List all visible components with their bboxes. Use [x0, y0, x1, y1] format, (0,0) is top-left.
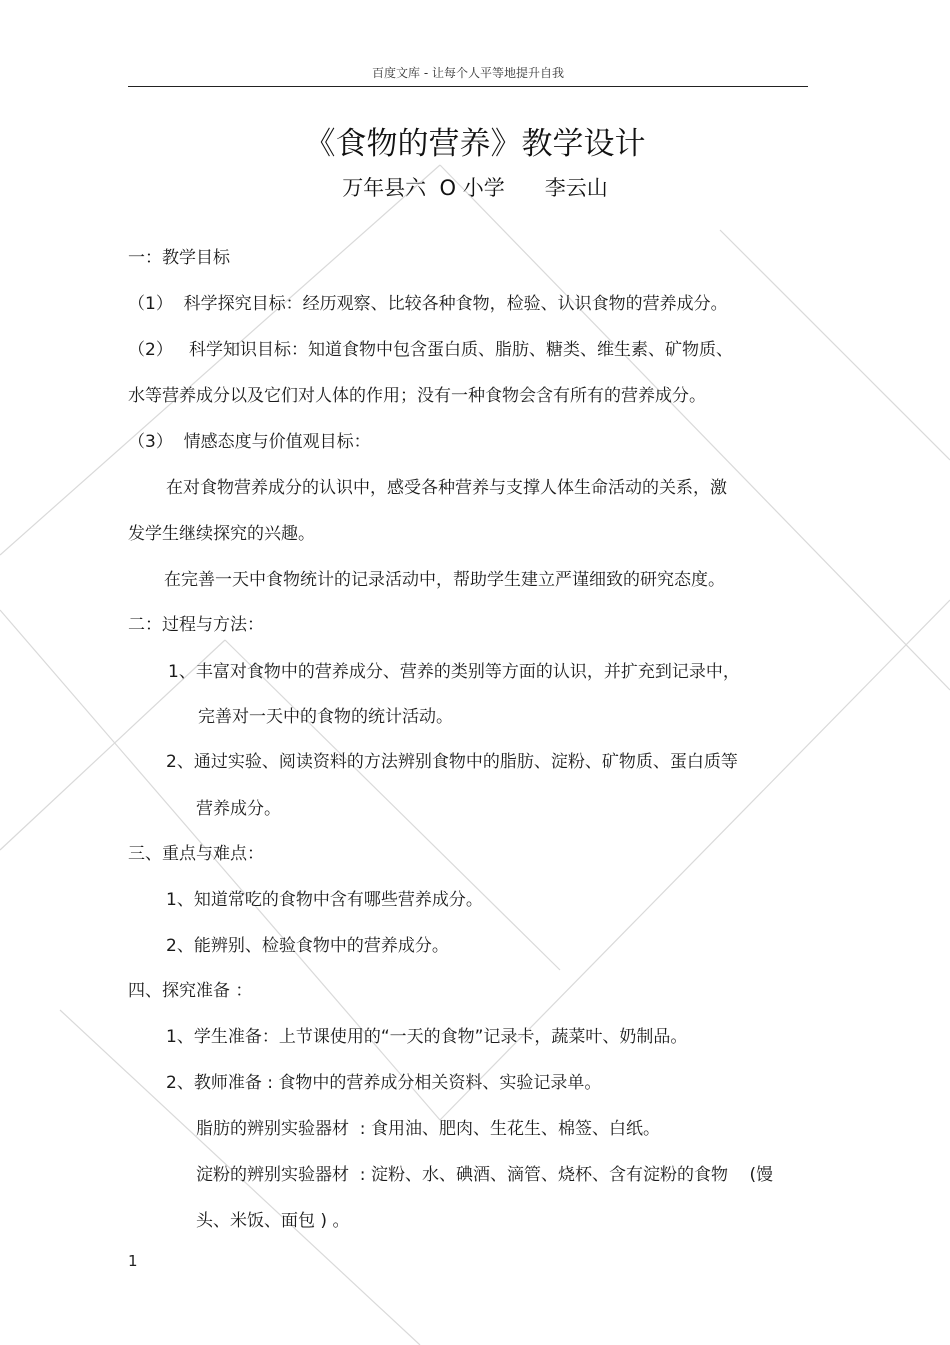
section-heading-key-points: 三、重点与难点：	[128, 844, 264, 864]
list-item: 1、知道常吃的食物中含有哪些营养成分。	[166, 890, 483, 910]
document-title: 《食物的营养》教学设计	[304, 126, 646, 162]
paragraph-line: 在完善一天中食物统计的记录活动中，帮助学生建立严谨细致的研究态度。	[164, 570, 725, 590]
section-heading-process: 二：过程与方法：	[128, 615, 264, 635]
paragraph-line: （3） 情感态度与价值观目标：	[128, 432, 371, 452]
page-number: 1	[128, 1252, 138, 1270]
section-heading-preparation: 四、探究准备 ：	[128, 981, 253, 1001]
paragraph-line: 发学生继续探究的兴趣。	[128, 524, 315, 544]
document-author: 万年县六 O 小学 李云山	[342, 176, 608, 200]
list-item-continuation: 营养成分。	[196, 799, 281, 819]
list-item: 1、学生准备：上节课使用的“一天的食物”记录卡，蔬菜叶、奶制品。	[166, 1027, 688, 1047]
list-item: 2、通过实验、阅读资料的方法辨别食物中的脂肪、淀粉、矿物质、蛋白质等	[166, 752, 738, 772]
list-item: 2、能辨别、检验食物中的营养成分。	[166, 936, 449, 956]
equipment-line-continuation: 头、米饭、面包 ) 。	[196, 1211, 350, 1231]
equipment-line-starch: 淀粉的辨别实验器材 : 淀粉、水、碘酒、滴管、烧杯、含有淀粉的食物 (馒	[196, 1165, 774, 1185]
section-heading-goals: 一：教学目标	[128, 248, 230, 268]
header-divider	[128, 86, 808, 87]
paragraph-line: （2） 科学知识目标：知道食物中包含蛋白质、脂肪、糖类、维生素、矿物质、	[128, 340, 734, 360]
equipment-line-fat: 脂肪的辨别实验器材 : 食用油、肥肉、生花生、棉签、白纸。	[196, 1119, 660, 1139]
paragraph-line: 水等营养成分以及它们对人体的作用；没有一种食物会含有所有的营养成分。	[128, 386, 706, 406]
list-item: 2、教师准备 : 食物中的营养成分相关资料、实验记录单。	[166, 1073, 602, 1093]
paragraph-line: 在对食物营养成分的认识中，感受各种营养与支撑人体生命活动的关系，激	[166, 478, 727, 498]
paragraph-line: （1） 科学探究目标：经历观察、比较各种食物，检验、认识食物的营养成分。	[128, 294, 728, 314]
list-item-continuation: 完善对一天中的食物的统计活动。	[198, 707, 453, 727]
list-item: 1、丰富对食物中的营养成分、营养的类别等方面的认识，并扩充到记录中，	[168, 662, 740, 682]
page-header: 百度文库 - 让每个人平等地提升自我	[372, 66, 564, 80]
